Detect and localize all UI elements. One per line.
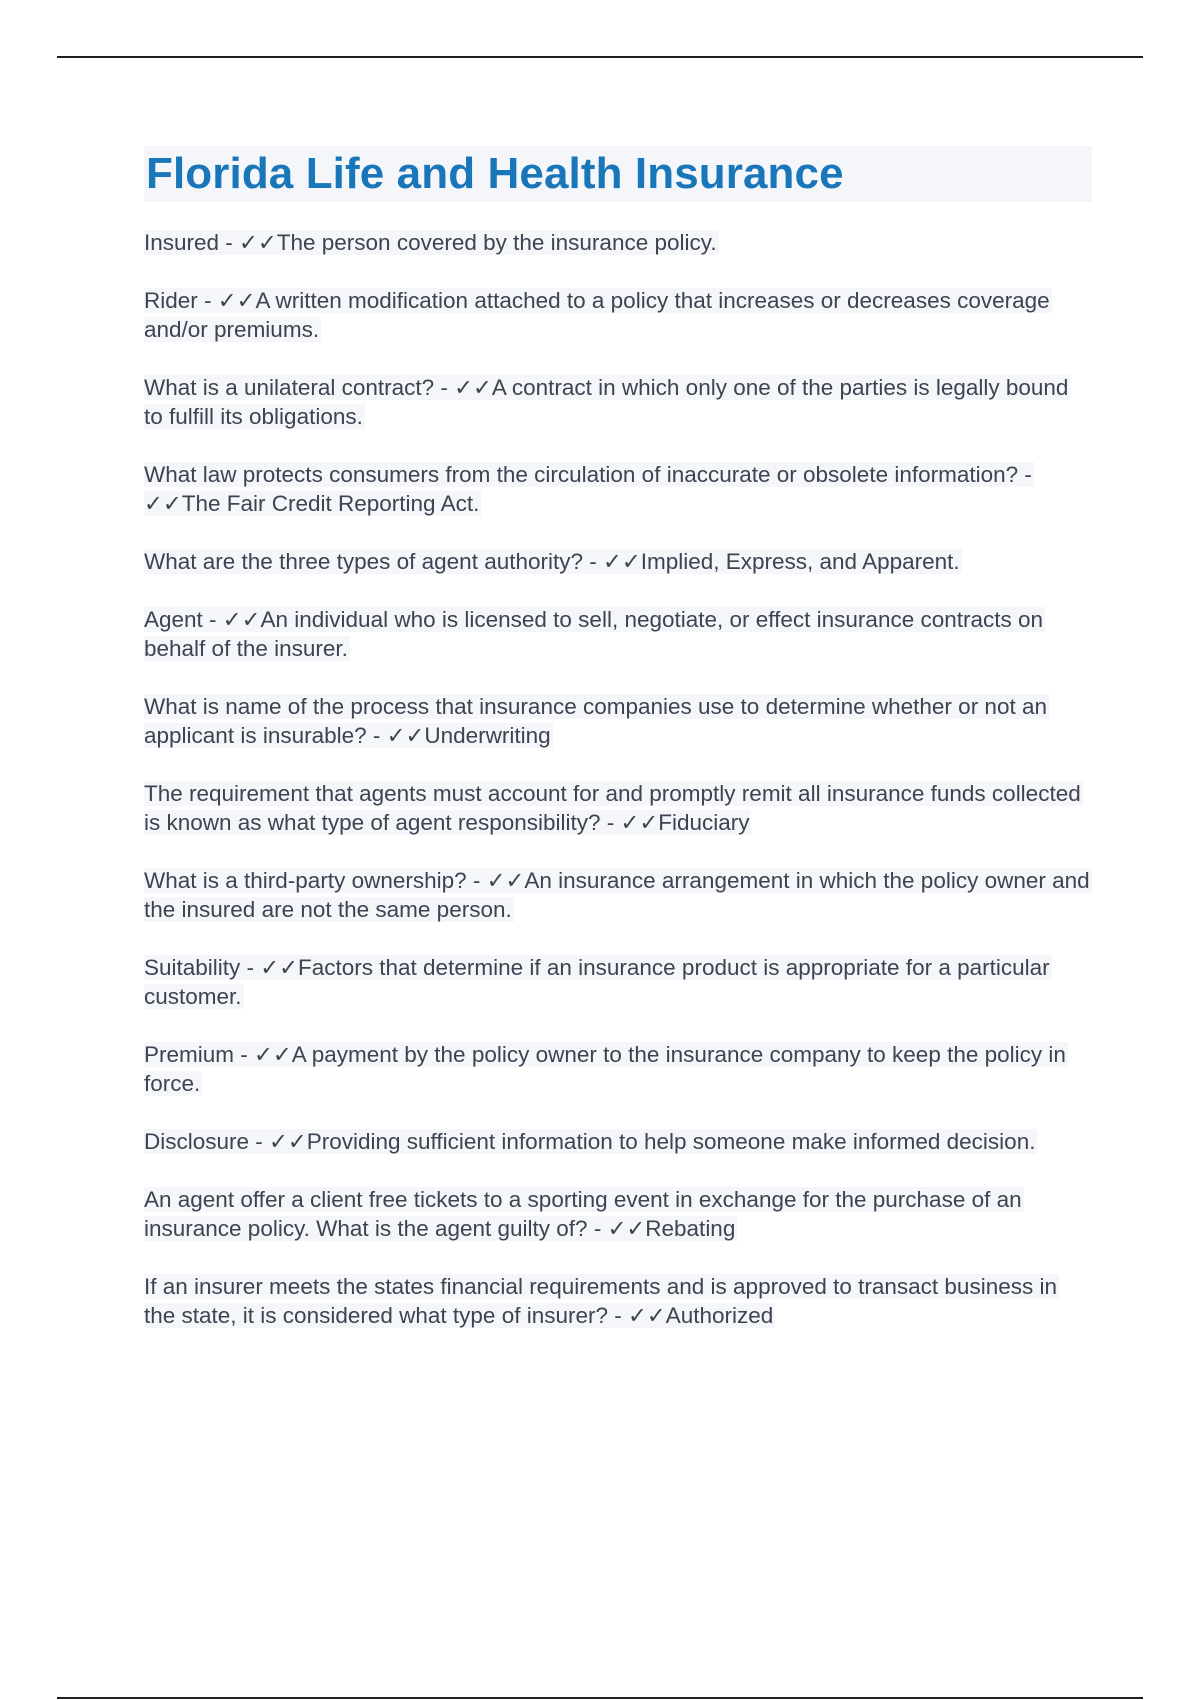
flashcard-text: What is name of the process that insurance companies use to determine whether or not an applicant is insurable? - ✓✓Underwriting bbox=[144, 694, 1047, 748]
flashcard-entry bbox=[144, 286, 1092, 344]
flashcard-text: Insured - ✓✓The person covered by the insurance policy. bbox=[144, 230, 717, 255]
flashcard-text: Disclosure - ✓✓Providing sufficient information to help someone make informed decision. bbox=[144, 1129, 1036, 1154]
flashcard-entry bbox=[144, 779, 1092, 837]
flashcard-text: What law protects consumers from the circulation of inaccurate or obsolete information? - ✓✓The Fair Credit Reporting Act. bbox=[144, 462, 1032, 516]
flashcard-text: An agent offer a client free tickets to a sporting event in exchange for the purchase of an insurance policy. What is the agent guilty of? - ✓✓Rebating bbox=[144, 1187, 1022, 1241]
flashcard-text: If an insurer meets the states financial requirements and is approved to transact business in the state, it is considered what type of insurer? - ✓✓Authorized bbox=[144, 1274, 1057, 1328]
flashcard-entry bbox=[144, 460, 1092, 518]
flashcard-text: What is a unilateral contract? - ✓✓A contract in which only one of the parties is legally bound to fulfill its obligations. bbox=[144, 375, 1069, 429]
document-title: Florida Life and Health Insurance bbox=[146, 149, 844, 198]
flashcard-entry bbox=[144, 228, 1092, 257]
flashcard-entry bbox=[144, 692, 1092, 750]
flashcard-text: What is a third-party ownership? - ✓✓An insurance arrangement in which the policy owner and the insured are not the same person. bbox=[144, 868, 1090, 922]
bottom-rule bbox=[57, 1697, 1143, 1699]
flashcard-text: The requirement that agents must account for and promptly remit all insurance funds collected is known as what type of agent responsibility? - ✓✓Fiduciary bbox=[144, 781, 1081, 835]
flashcard-entry bbox=[144, 1040, 1092, 1098]
title-band bbox=[144, 146, 1092, 202]
flashcard-entry bbox=[144, 1127, 1092, 1156]
flashcard-entry bbox=[144, 953, 1092, 1011]
flashcard-text: What are the three types of agent authority? - ✓✓Implied, Express, and Apparent. bbox=[144, 549, 960, 574]
flashcard-entry bbox=[144, 547, 1092, 576]
flashcard-entry bbox=[144, 1185, 1092, 1243]
top-rule bbox=[57, 56, 1143, 58]
flashcard-entry bbox=[144, 373, 1092, 431]
flashcard-text: Agent - ✓✓An individual who is licensed to sell, negotiate, or effect insurance contracts on behalf of the insurer. bbox=[144, 607, 1044, 661]
flashcard-text: Suitability - ✓✓Factors that determine if an insurance product is appropriate for a particular customer. bbox=[144, 955, 1050, 1009]
document-body bbox=[144, 146, 1092, 1359]
flashcard-entry bbox=[144, 605, 1092, 663]
flashcard-list bbox=[144, 228, 1092, 1330]
flashcard-entry bbox=[144, 866, 1092, 924]
flashcard-entry bbox=[144, 1272, 1092, 1330]
flashcard-text: Premium - ✓✓A payment by the policy owner to the insurance company to keep the policy in force. bbox=[144, 1042, 1066, 1096]
flashcard-text: Rider - ✓✓A written modification attached to a policy that increases or decreases coverage and/or premiums. bbox=[144, 288, 1050, 342]
